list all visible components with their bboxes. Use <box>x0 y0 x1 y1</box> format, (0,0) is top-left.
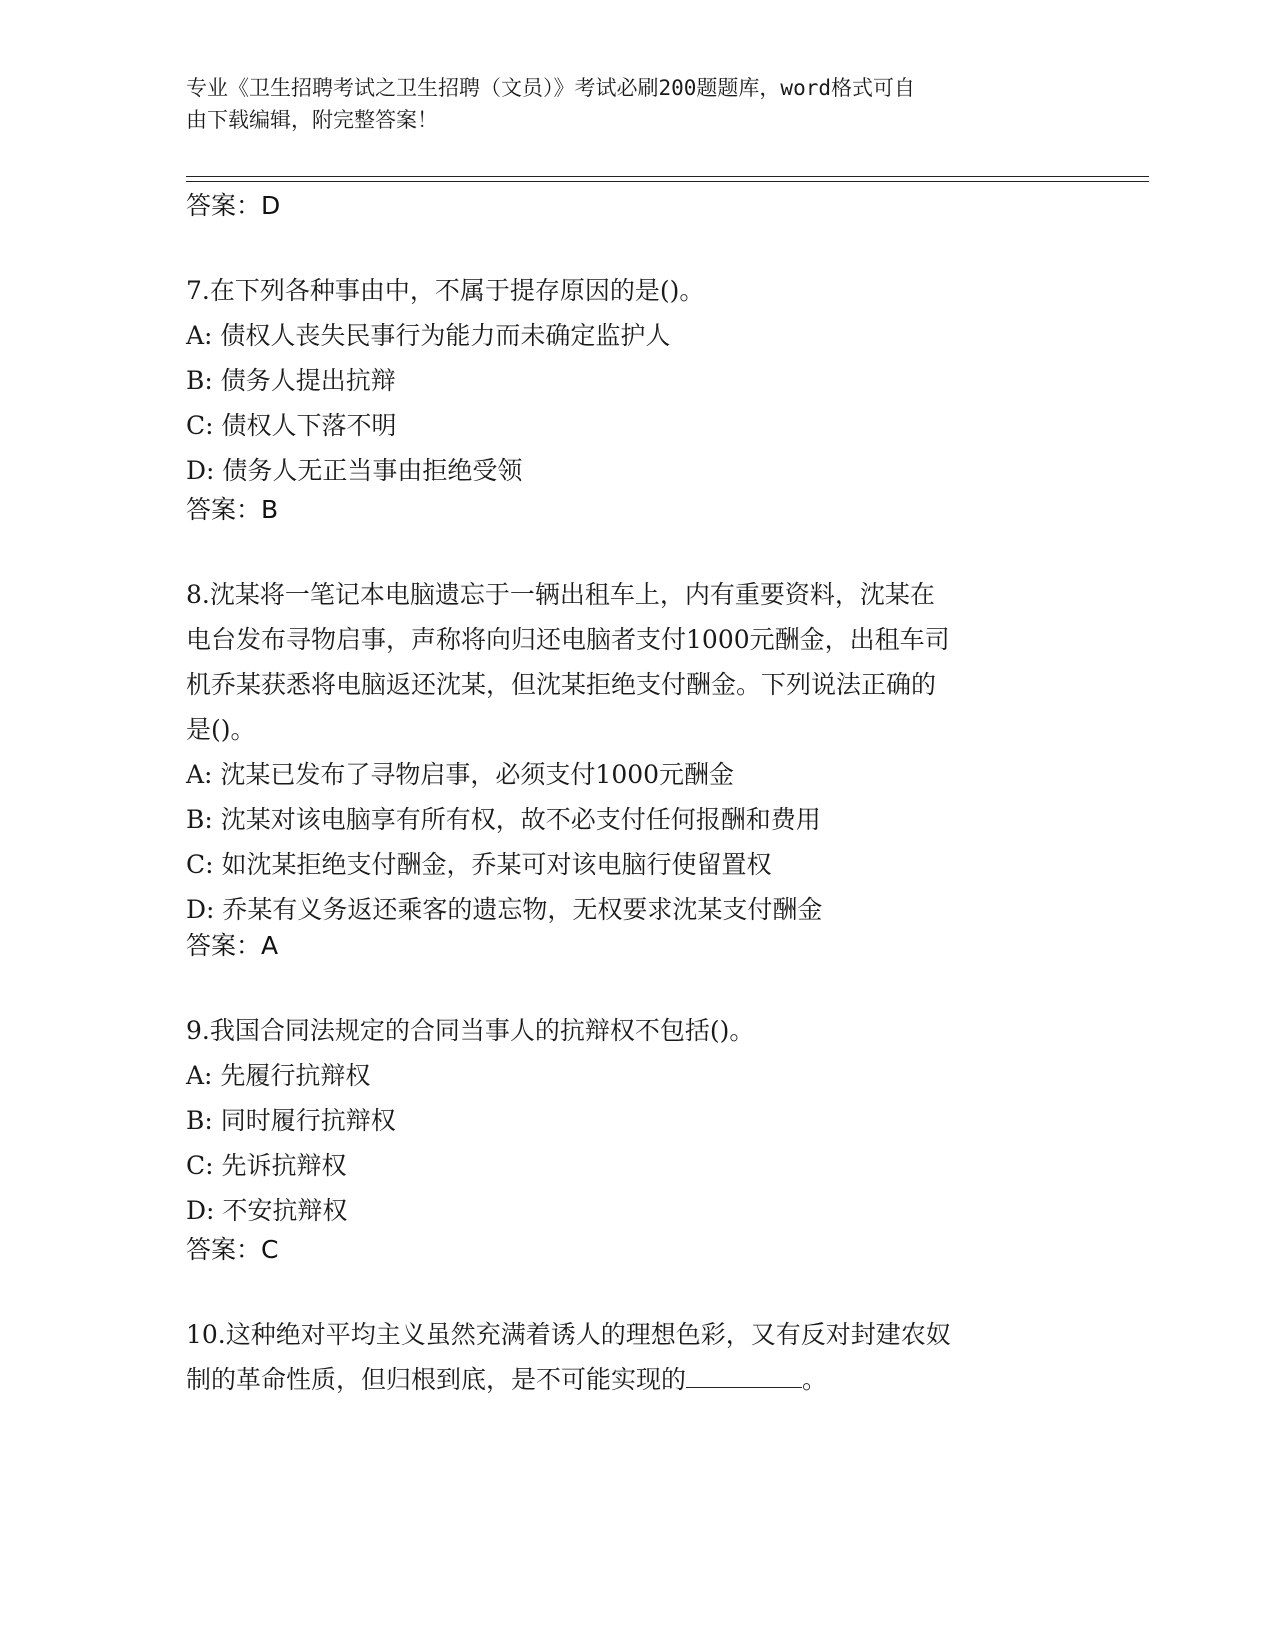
question-10-stem-line-2-text: 制的革命性质，但归根到底，是不可能实现的 <box>186 1365 687 1394</box>
question-7 <box>186 268 1086 493</box>
answer-q7: 答案：B <box>186 495 279 524</box>
question-10-stem-line-2 <box>186 1357 1086 1402</box>
question-8-option-b: B: 沈某对该电脑享有所有权，故不必支付任何报酬和费用 <box>186 805 821 834</box>
question-7-stem: 7.在下列各种事由中，不属于提存原因的是()。 <box>186 276 705 305</box>
question-8-option-a: A: 沈某已发布了寻物启事，必须支付1000元酬金 <box>186 760 735 789</box>
header-line-2: 由下载编辑，附完整答案！ <box>186 108 438 132</box>
question-8 <box>186 572 1086 932</box>
header-line-1: 专业《卫生招聘考试之卫生招聘（文员）》考试必刷200题题库，word格式可自 <box>186 76 915 100</box>
answer-q9: 答案：C <box>186 1235 279 1264</box>
question-10-stem-line-1: 10.这种绝对平均主义虽然充满着诱人的理想色彩，又有反对封建农奴 <box>186 1320 951 1349</box>
answer-q6: 答案：D <box>186 191 281 220</box>
question-8-stem-line-3: 机乔某获悉将电脑返还沈某，但沈某拒绝支付酬金。下列说法正确的 <box>186 670 937 699</box>
question-8-option-d: D: 乔某有义务返还乘客的遗忘物，无权要求沈某支付酬金 <box>186 895 823 924</box>
question-9 <box>186 1008 1086 1233</box>
question-9-option-a: A: 先履行抗辩权 <box>186 1061 371 1090</box>
question-8-stem-line-1: 8.沈某将一笔记本电脑遗忘于一辆出租车上，内有重要资料，沈某在 <box>186 580 935 609</box>
question-7-option-b: B: 债务人提出抗辩 <box>186 366 396 395</box>
question-9-stem: 9.我国合同法规定的合同当事人的抗辩权不包括()。 <box>186 1016 755 1045</box>
question-7-option-d: D: 债务人无正当事由拒绝受领 <box>186 456 523 485</box>
question-7-option-c: C: 债权人下落不明 <box>186 411 397 440</box>
answer-q8: 答案：A <box>186 931 279 960</box>
document-header <box>186 72 1066 136</box>
header-divider-top <box>186 176 1149 177</box>
question-8-option-c: C: 如沈某拒绝支付酬金，乔某可对该电脑行使留置权 <box>186 850 772 879</box>
question-8-stem-line-4: 是()。 <box>186 715 256 744</box>
question-8-stem-line-2: 电台发布寻物启事，声称将向归还电脑者支付1000元酬金，出租车司 <box>186 625 950 654</box>
question-9-option-b: B: 同时履行抗辩权 <box>186 1106 396 1135</box>
fill-in-blank <box>686 1357 802 1388</box>
question-10-stem-line-2-end: 。 <box>802 1365 828 1394</box>
question-7-option-a: A: 债权人丧失民事行为能力而未确定监护人 <box>186 321 671 350</box>
question-10 <box>186 1312 1086 1402</box>
header-divider-bottom <box>186 181 1149 182</box>
question-9-option-c: C: 先诉抗辩权 <box>186 1151 347 1180</box>
question-9-option-d: D: 不安抗辩权 <box>186 1196 348 1225</box>
